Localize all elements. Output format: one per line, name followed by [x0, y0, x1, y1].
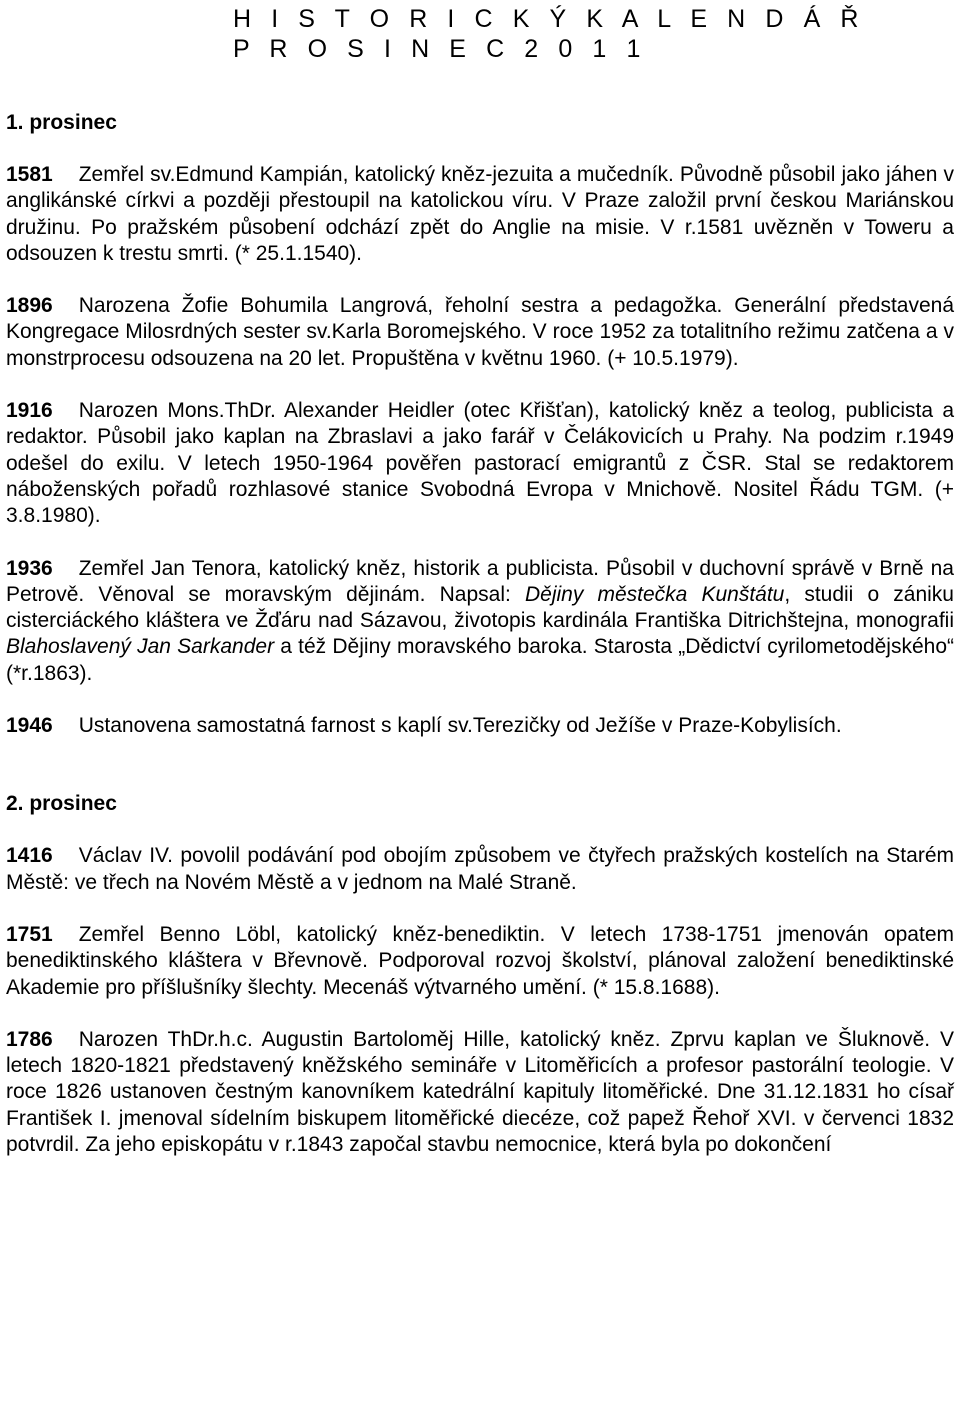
entry-year: 1786 [6, 1027, 53, 1051]
entry-year: 1416 [6, 844, 53, 868]
calendar-entry [6, 922, 954, 1001]
entry-text: Zemřel sv.Edmund Kampián, katolický kněz-jezuita a mučedník. Původně působil jako jáhen v anglikánské církvi a později přestoupil na katolickou víru. V Praze založil první českou Mariánskou družinu. Po pražském působení odchází zpět do Anglie na misie. V r.1581 uvězněn v Toweru a odsouzen k trestu smrti. (* 25.1.1540). [6, 163, 954, 265]
calendar-entry [6, 713, 954, 739]
book-title: Dějiny městečka Kunštátu [524, 582, 785, 606]
entry-text: Zemřel Jan Tenora, katolický kněz, historik a publicista. Působil v duchovní správě v Brně na Petrově. Věnoval se moravským dějinám. Napsal: [6, 556, 954, 606]
entry-text: Narozen ThDr.h.c. Augustin Bartoloměj Hille, katolický kněz. Zprvu kaplan ve Šluknově. V letech 1820-1821 představený kněžského semináře v Litoměřicích a profesor pastorální teologie. V roce 1826 ustanoven čestným kanovníkem katedrální kapituly litoměřické. Dne 31.12.1831 ho císař František I. jmenoval sídelním biskupem litoměřické diecéze, což papež Řehoř XVI. v červenci 1832 potvrdil. Za jeho episkopátu v r.1843 započal stavbu nemocnice, která byla po dokončení [6, 1027, 954, 1157]
entry-year: 1896 [6, 294, 53, 318]
day-heading: 1. prosinec [6, 111, 117, 134]
entry-text: a též [274, 635, 333, 659]
entry-text: Zemřel Benno Löbl, katolický kněz-benediktin. V letech 1738-1751 jmenován opatem benediktinského kláštera v Břevnově. Podporoval rozvoj školství, plánoval založení benediktinské Akademie pro příšlušníky šlechty. Mecenáš výtvarného umění. (* 15.8.1688). [6, 922, 954, 999]
page-subtitle: P R O S I N E C 2 0 1 1 [233, 35, 647, 63]
calendar-entry [6, 398, 954, 529]
entry-year: 1916 [6, 399, 53, 423]
page-title: H I S T O R I C K Ý K A L E N D Á Ř [233, 5, 866, 33]
entry-text: Narozen Mons.ThDr. Alexander Heidler (otec Křišťan), katolický kněz a teolog, publicista a redaktor. Působil jako kaplan na Zbraslavi a jako farář v Čelákovicích u Prahy. Na podzim r.1949 odešel do exilu. V letech 1950-1964 pověřen pastorací emigrantů z ČSR. Stal se redaktorem náboženských pořadů rozhlasové stanice Svobodná Evropa v Mnichově. Nositel Řádu TGM. (+ 3.8.1980). [6, 399, 954, 528]
entry-text: Narozena Žofie Bohumila Langrová, řeholní sestra a pedagožka. Generální představená Kongregace Milosrdných sester sv.Karla Boromejského. V roce 1952 za totalitního režimu zatčena a v monstrprocesu odsouzena na 20 let. Propuštěna v květnu 1960. (+ 10.5.1979). [6, 294, 954, 370]
entry-text: . Starosta „Dědictví cyrilometodějského“ (*r.1863). [6, 635, 954, 685]
entry-year: 1751 [6, 922, 53, 946]
entry-year: 1936 [6, 556, 53, 580]
calendar-entry [6, 293, 954, 372]
book-title: Blahoslavený Jan Sarkander [6, 635, 275, 659]
book-title: Dějiny moravského baroka [332, 635, 582, 659]
entry-text: Ustanovena samostatná farnost s kaplí sv.Terezičky od Ježíše v Praze-Kobylisích. [78, 714, 842, 738]
calendar-entry [6, 556, 954, 687]
calendar-entry [6, 843, 954, 896]
calendar-entry [6, 1027, 954, 1158]
entry-text: Václav IV. povolil podávání pod obojím způsobem ve čtyřech pražských kostelích na Starém Městě: ve třech na Novém Městě a v jednom na Malé Straně. [6, 844, 954, 894]
entry-text: , studii o zániku cisterciáckého kláštera ve Žďáru nad Sázavou, životopis kardinála Františka Ditrichštejna, monografii [6, 582, 954, 633]
calendar-entry [6, 162, 954, 267]
day-heading: 2. prosinec [6, 792, 117, 816]
entry-year: 1581 [6, 163, 53, 186]
entry-year: 1946 [6, 714, 53, 738]
